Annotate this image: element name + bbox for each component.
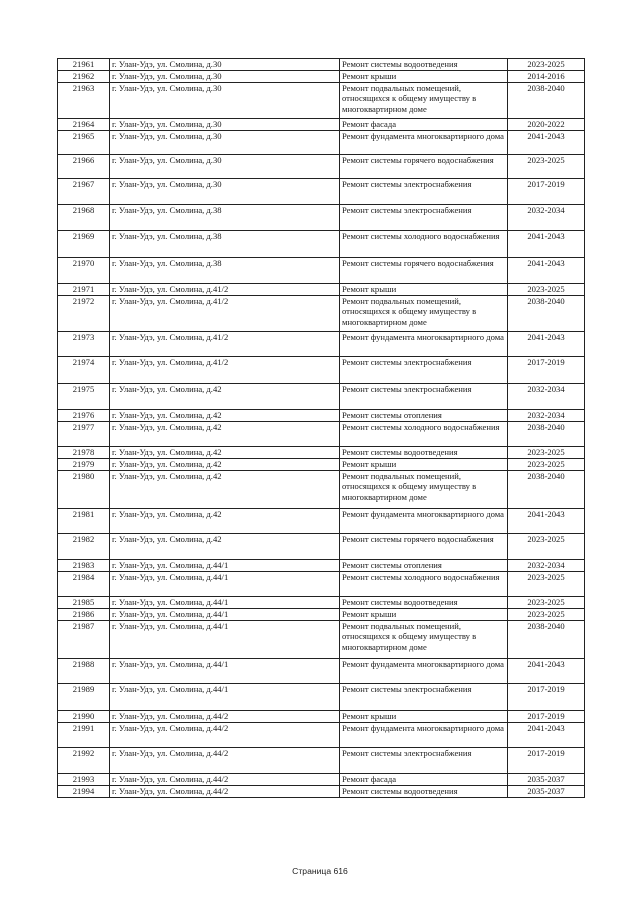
table-row [58,659,585,684]
table-row [58,119,585,131]
row-period: 2017-2019 [508,684,585,711]
table-row [58,534,585,560]
row-address: г. Улан-Удэ, ул. Смолина, д.41/2 [110,296,340,332]
row-address: г. Улан-Удэ, ул. Смолина, д.42 [110,384,340,410]
row-number: 21968 [58,205,110,231]
table-row [58,621,585,659]
row-address: г. Улан-Удэ, ул. Смолина, д.41/2 [110,357,340,384]
row-number: 21970 [58,258,110,284]
row-period: 2023-2025 [508,609,585,621]
row-number: 21977 [58,422,110,447]
row-work-type: Ремонт системы холодного водоснабжения [340,422,508,447]
row-period: 2041-2043 [508,231,585,258]
row-address: г. Улан-Удэ, ул. Смолина, д.44/2 [110,786,340,798]
row-period: 2038-2040 [508,296,585,332]
row-number: 21972 [58,296,110,332]
row-work-type: Ремонт системы отопления [340,410,508,422]
row-number: 21981 [58,509,110,534]
row-work-type: Ремонт системы электроснабжения [340,684,508,711]
row-address: г. Улан-Удэ, ул. Смолина, д.38 [110,205,340,231]
row-address: г. Улан-Удэ, ул. Смолина, д.38 [110,258,340,284]
row-work-type: Ремонт фасада [340,119,508,131]
repair-schedule-table [57,58,585,798]
row-work-type: Ремонт системы холодного водоснабжения [340,231,508,258]
row-number: 21980 [58,471,110,509]
table-row [58,410,585,422]
table-row [58,597,585,609]
row-number: 21973 [58,332,110,357]
row-address: г. Улан-Удэ, ул. Смолина, д.30 [110,71,340,83]
page-number: Страница 616 [292,866,348,876]
row-work-type: Ремонт системы электроснабжения [340,357,508,384]
row-address: г. Улан-Удэ, ул. Смолина, д.44/1 [110,572,340,597]
row-number: 21976 [58,410,110,422]
row-number: 21965 [58,131,110,155]
row-number: 21979 [58,459,110,471]
row-number: 21986 [58,609,110,621]
row-work-type: Ремонт системы водоотведения [340,786,508,798]
row-address: г. Улан-Удэ, ул. Смолина, д.44/1 [110,597,340,609]
row-number: 21985 [58,597,110,609]
row-number: 21963 [58,83,110,119]
row-period: 2017-2019 [508,711,585,723]
row-number: 21974 [58,357,110,384]
row-work-type: Ремонт системы электроснабжения [340,205,508,231]
row-work-type: Ремонт системы электроснабжения [340,384,508,410]
row-number: 21993 [58,774,110,786]
table-row [58,509,585,534]
table-row [58,748,585,774]
row-work-type: Ремонт системы холодного водоснабжения [340,572,508,597]
table-row [58,205,585,231]
row-address: г. Улан-Удэ, ул. Смолина, д.42 [110,422,340,447]
row-number: 21969 [58,231,110,258]
row-work-type: Ремонт подвальных помещений, относящихся к общему имуществу в многоквартирном доме [340,621,508,659]
row-period: 2041-2043 [508,723,585,748]
row-work-type: Ремонт фундамента многоквартирного дома [340,131,508,155]
row-number: 21991 [58,723,110,748]
table-row [58,609,585,621]
row-period: 2038-2040 [508,422,585,447]
row-period: 2038-2040 [508,621,585,659]
row-period: 2023-2025 [508,447,585,459]
table-row [58,560,585,572]
table-row [58,83,585,119]
row-work-type: Ремонт системы электроснабжения [340,748,508,774]
row-period: 2041-2043 [508,258,585,284]
row-period: 2023-2025 [508,534,585,560]
row-period: 2038-2040 [508,83,585,119]
row-number: 21978 [58,447,110,459]
row-work-type: Ремонт системы отопления [340,560,508,572]
row-address: г. Улан-Удэ, ул. Смолина, д.42 [110,509,340,534]
row-work-type: Ремонт системы водоотведения [340,59,508,71]
row-work-type: Ремонт системы горячего водоснабжения [340,534,508,560]
row-number: 21988 [58,659,110,684]
row-period: 2032-2034 [508,560,585,572]
row-number: 21984 [58,572,110,597]
table-row [58,155,585,179]
row-address: г. Улан-Удэ, ул. Смолина, д.42 [110,447,340,459]
row-work-type: Ремонт крыши [340,711,508,723]
table-row [58,447,585,459]
table-row [58,459,585,471]
row-period: 2023-2025 [508,155,585,179]
row-period: 2032-2034 [508,384,585,410]
row-period: 2041-2043 [508,131,585,155]
row-number: 21990 [58,711,110,723]
table-row [58,711,585,723]
row-period: 2035-2037 [508,774,585,786]
table-row [58,384,585,410]
row-work-type: Ремонт крыши [340,459,508,471]
row-work-type: Ремонт подвальных помещений, относящихся к общему имуществу в многоквартирном доме [340,471,508,509]
row-period: 2023-2025 [508,459,585,471]
row-address: г. Улан-Удэ, ул. Смолина, д.30 [110,155,340,179]
row-address: г. Улан-Удэ, ул. Смолина, д.41/2 [110,332,340,357]
row-address: г. Улан-Удэ, ул. Смолина, д.44/1 [110,621,340,659]
row-address: г. Улан-Удэ, ул. Смолина, д.30 [110,131,340,155]
row-address: г. Улан-Удэ, ул. Смолина, д.44/1 [110,684,340,711]
row-address: г. Улан-Удэ, ул. Смолина, д.30 [110,59,340,71]
row-address: г. Улан-Удэ, ул. Смолина, д.44/2 [110,774,340,786]
row-period: 2014-2016 [508,71,585,83]
row-period: 2041-2043 [508,332,585,357]
row-number: 21987 [58,621,110,659]
row-number: 21961 [58,59,110,71]
row-period: 2023-2025 [508,597,585,609]
row-number: 21983 [58,560,110,572]
table-row [58,774,585,786]
table-row [58,179,585,205]
row-work-type: Ремонт системы водоотведения [340,447,508,459]
row-period: 2023-2025 [508,284,585,296]
row-work-type: Ремонт системы электроснабжения [340,179,508,205]
table-row [58,422,585,447]
row-work-type: Ремонт системы горячего водоснабжения [340,155,508,179]
row-number: 21966 [58,155,110,179]
row-number: 21964 [58,119,110,131]
row-work-type: Ремонт крыши [340,609,508,621]
row-address: г. Улан-Удэ, ул. Смолина, д.41/2 [110,284,340,296]
table-row [58,471,585,509]
row-address: г. Улан-Удэ, ул. Смолина, д.42 [110,459,340,471]
row-period: 2017-2019 [508,357,585,384]
table-row [58,786,585,798]
row-address: г. Улан-Удэ, ул. Смолина, д.44/2 [110,711,340,723]
table-row [58,59,585,71]
row-work-type: Ремонт системы водоотведения [340,597,508,609]
row-address: г. Улан-Удэ, ул. Смолина, д.42 [110,534,340,560]
row-work-type: Ремонт системы горячего водоснабжения [340,258,508,284]
table-row [58,723,585,748]
row-number: 21982 [58,534,110,560]
row-number: 21992 [58,748,110,774]
table-row [58,231,585,258]
row-address: г. Улан-Удэ, ул. Смолина, д.44/2 [110,748,340,774]
table-row [58,296,585,332]
row-period: 2038-2040 [508,471,585,509]
table-row [58,71,585,83]
row-address: г. Улан-Удэ, ул. Смолина, д.38 [110,231,340,258]
row-work-type: Ремонт фасада [340,774,508,786]
row-period: 2023-2025 [508,59,585,71]
row-period: 2017-2019 [508,748,585,774]
row-work-type: Ремонт фундамента многоквартирного дома [340,723,508,748]
row-address: г. Улан-Удэ, ул. Смолина, д.44/2 [110,723,340,748]
row-work-type: Ремонт фундамента многоквартирного дома [340,332,508,357]
table-row [58,684,585,711]
row-address: г. Улан-Удэ, ул. Смолина, д.30 [110,83,340,119]
row-address: г. Улан-Удэ, ул. Смолина, д.44/1 [110,609,340,621]
row-work-type: Ремонт крыши [340,71,508,83]
table-row [58,258,585,284]
table-row [58,131,585,155]
row-work-type: Ремонт фундамента многоквартирного дома [340,659,508,684]
table-row [58,572,585,597]
row-address: г. Улан-Удэ, ул. Смолина, д.42 [110,471,340,509]
row-address: г. Улан-Удэ, ул. Смолина, д.42 [110,410,340,422]
row-number: 21989 [58,684,110,711]
row-period: 2035-2037 [508,786,585,798]
row-work-type: Ремонт подвальных помещений, относящихся к общему имуществу в многоквартирном доме [340,296,508,332]
row-number: 21967 [58,179,110,205]
row-period: 2041-2043 [508,659,585,684]
row-address: г. Улан-Удэ, ул. Смолина, д.44/1 [110,560,340,572]
row-number: 21975 [58,384,110,410]
table-body [58,59,585,798]
table-row [58,284,585,296]
row-number: 21971 [58,284,110,296]
row-address: г. Улан-Удэ, ул. Смолина, д.44/1 [110,659,340,684]
row-work-type: Ремонт подвальных помещений, относящихся к общему имуществу в многоквартирном доме [340,83,508,119]
row-period: 2032-2034 [508,410,585,422]
row-period: 2020-2022 [508,119,585,131]
row-address: г. Улан-Удэ, ул. Смолина, д.30 [110,179,340,205]
row-number: 21994 [58,786,110,798]
row-period: 2017-2019 [508,179,585,205]
row-period: 2023-2025 [508,572,585,597]
table-row [58,357,585,384]
table-row [58,332,585,357]
row-work-type: Ремонт фундамента многоквартирного дома [340,509,508,534]
row-period: 2032-2034 [508,205,585,231]
row-address: г. Улан-Удэ, ул. Смолина, д.30 [110,119,340,131]
row-period: 2041-2043 [508,509,585,534]
row-number: 21962 [58,71,110,83]
row-work-type: Ремонт крыши [340,284,508,296]
